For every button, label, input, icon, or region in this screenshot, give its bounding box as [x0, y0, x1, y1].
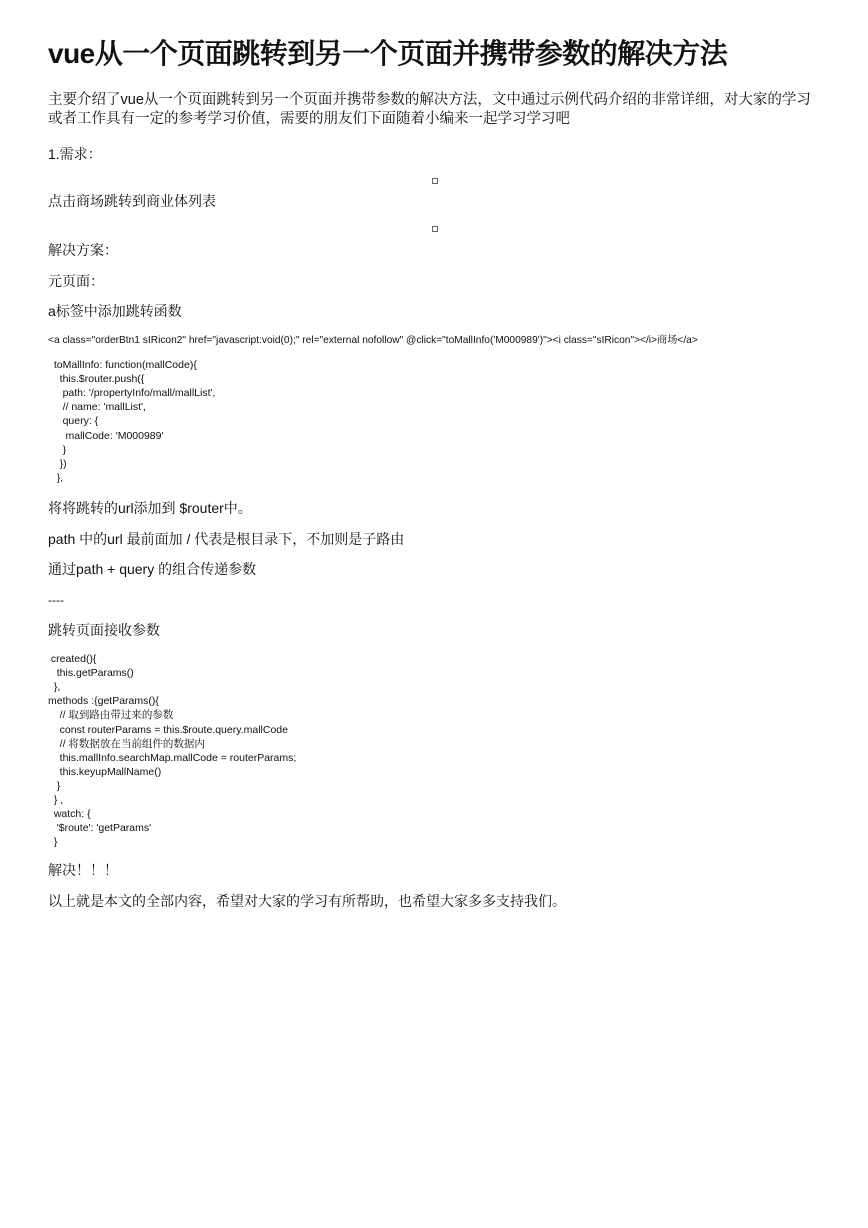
code-line: query: { [48, 415, 99, 428]
code-line: this.$router.push({ [48, 373, 145, 386]
paragraph-click-mall: 点击商场跳转到商业体列表 [48, 193, 216, 209]
separator-dashes: ---- [48, 593, 64, 607]
paragraph-a-tag: a标签中添加跳转函数 [48, 303, 182, 319]
code-line: mallCode: 'M000989' [48, 429, 164, 442]
image-placeholder [432, 226, 438, 232]
image-placeholder [432, 178, 438, 184]
paragraph-router: 将将跳转的url添加到 $router中。 [48, 500, 252, 516]
paragraph-solved: 解决！！！ [48, 862, 118, 878]
article-summary: 主要介绍了vue从一个页面跳转到另一个页面并携带参数的解决方法，文中通过示例代码介绍的非常详细，对大家的学习或者工作具有一定的参考学习价值，需要的朋友们下面随着小编来一起学习学习吧 [48, 92, 811, 127]
code-line: // name: 'mallList', [48, 401, 146, 414]
code-line: this.keyupMallName() [48, 765, 162, 778]
code-line: }) [48, 457, 67, 470]
paragraph-path: path 中的url 最前面加 / 代表是根目录下，不加则是子路由 [48, 531, 405, 547]
code-line: // 将数据放在当前组件的数据内 [48, 737, 205, 750]
code-line: } , [48, 794, 64, 806]
code-line: toMallInfo: function(mallCode){ [48, 359, 197, 371]
paragraph-query: 通过path + query 的组合传递参数 [48, 561, 257, 577]
paragraph-origin-page: 元页面： [48, 273, 104, 289]
code-line: '$route': 'getParams' [48, 822, 152, 835]
code-line: methods :{getParams(){ [48, 695, 159, 708]
code-line: this.mallInfo.searchMap.mallCode = routerParams; [48, 751, 297, 764]
code-line: const routerParams = this.$route.query.mallCode [48, 723, 288, 736]
article-title: vue从一个页面跳转到另一个页面并携带参数的解决方法 [48, 38, 728, 69]
code-line: watch: { [48, 808, 91, 821]
paragraph-solution: 解决方案： [48, 242, 118, 258]
code-line: }, [48, 471, 64, 484]
code-line: path: '/propertyInfo/mall/mallList', [48, 387, 216, 400]
html-snippet: <a class="orderBtn1 sIRicon2" href="javascript:void(0);" rel="external nofollow" @click="toMallInfo('M000989')"><i class="sIRicon"></i>商场</a> [48, 335, 698, 346]
code-line: } [48, 836, 58, 849]
code-line: created(){ [48, 653, 97, 665]
code-line: this.getParams() [48, 667, 134, 680]
paragraph-conclusion: 以上就是本文的全部内容，希望对大家的学习有所帮助，也希望大家多多支持我们。 [48, 893, 566, 909]
code-line: } [48, 779, 61, 792]
code-line: }, [48, 681, 61, 694]
paragraph-requirement: 1.需求： [48, 146, 102, 162]
paragraph-receive: 跳转页面接收参数 [48, 622, 160, 638]
code-line: // 取到路由带过来的参数 [48, 709, 174, 722]
code-line: } [48, 443, 67, 456]
